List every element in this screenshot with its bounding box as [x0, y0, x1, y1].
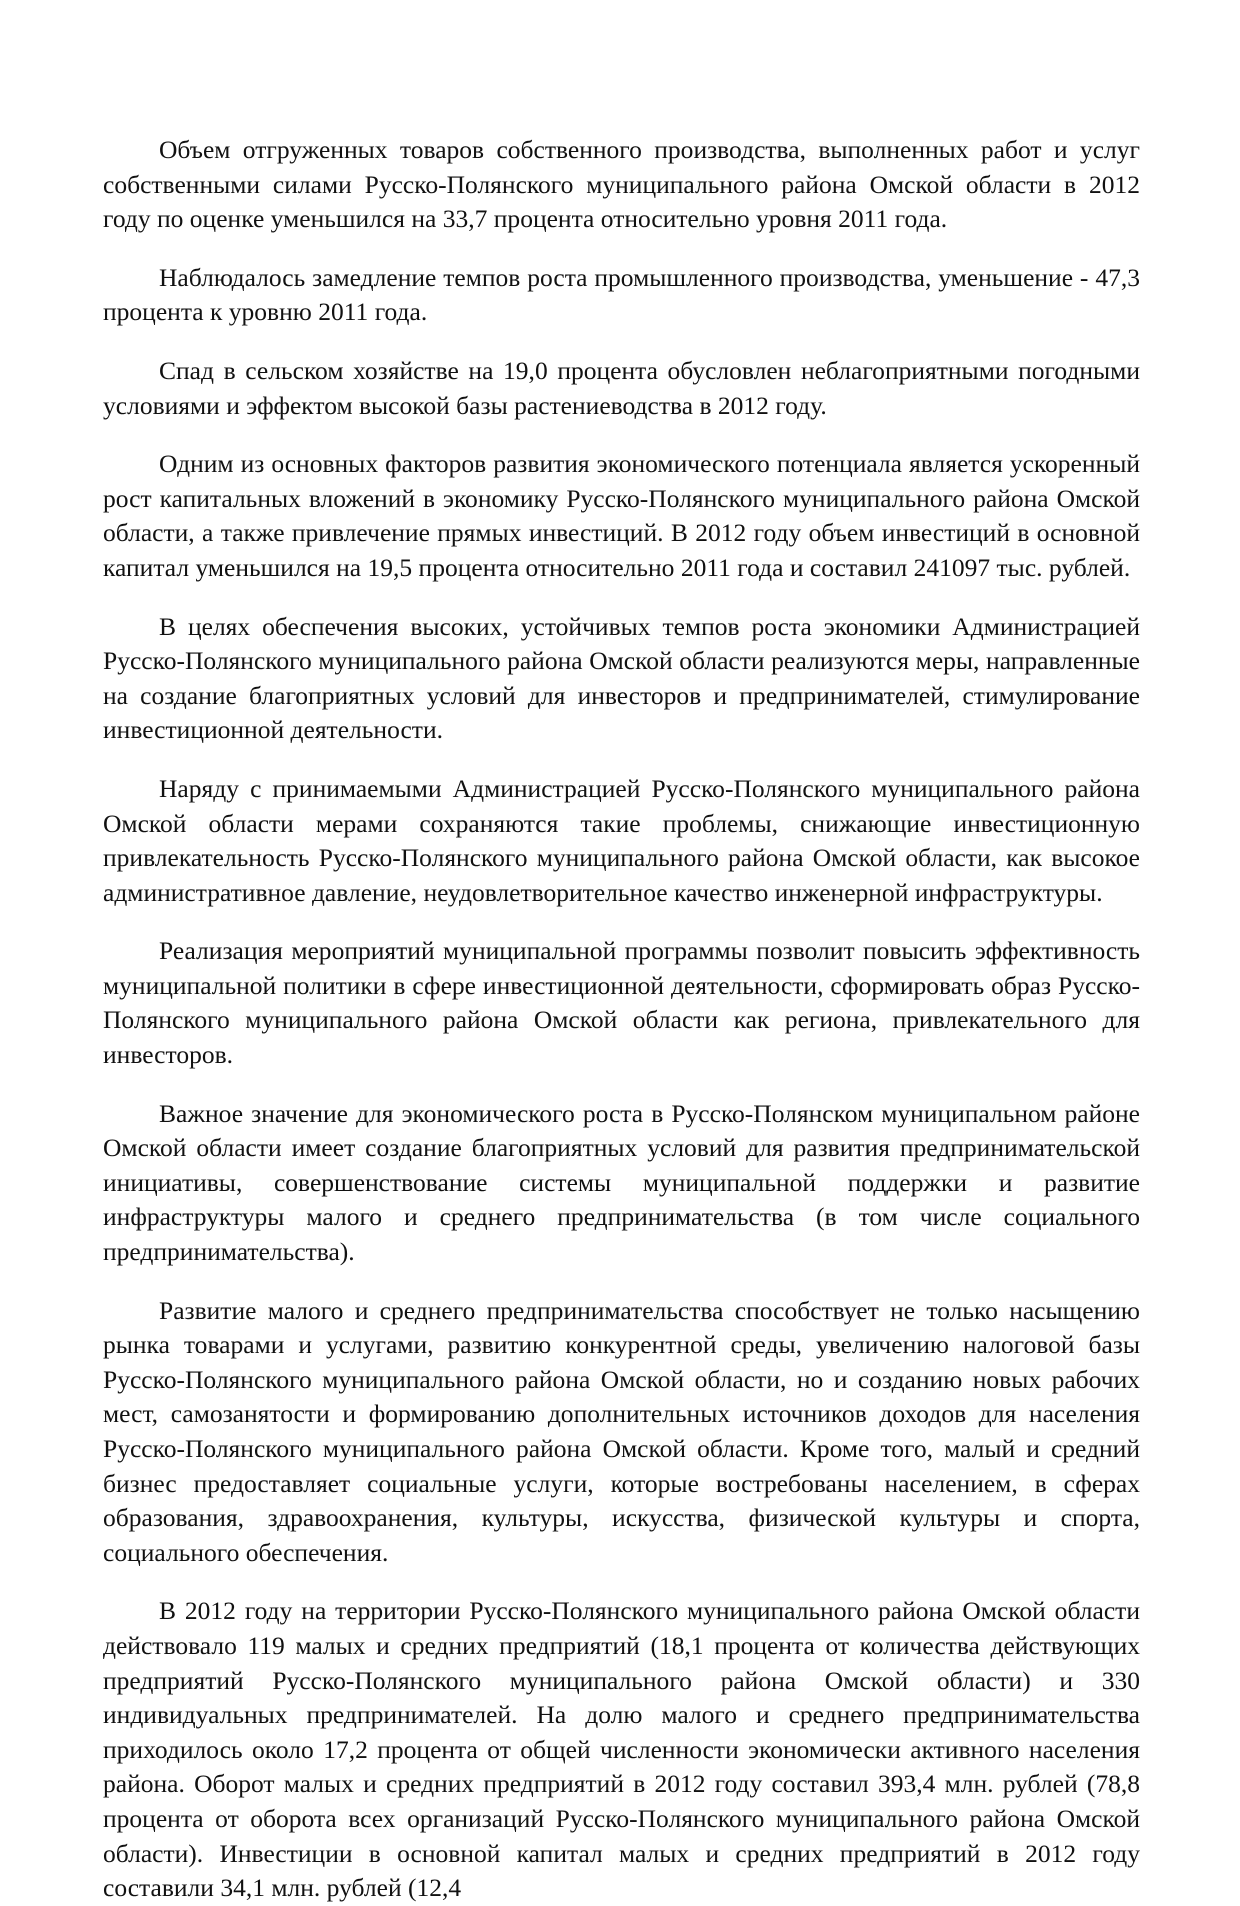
paragraph-agriculture-decline: Спад в сельском хозяйстве на 19,0 процента обусловлен неблагоприятными погодными условиями и эффектом высокой базы растениеводства в 2012 году. [103, 355, 1140, 420]
paragraph-shipped-goods-volume: Объем отгруженных товаров собственного производства, выполненных работ и услуг собственными силами Русско-Полянского муниципального района Омской области в 2012 году по оценке уменьшился на 33,7 процента относительно уровня 2011 года. [103, 135, 1140, 234]
document-text-body [103, 133, 1140, 1906]
paragraph-entrepreneurship-conditions: Важное значение для экономического роста в Русско-Полянском муниципальном районе Омской области имеет создание благоприятных условий для развития предпринимательской инициативы, совершенствование системы муниципальной поддержки и развитие инфраструктуры малого и среднего предпринимательства (в том числе социального предпринимательства). [103, 1098, 1140, 1267]
paragraph-sme-development-benefits: Развитие малого и среднего предпринимательства способствует не только насыщению рынка товарами и услугами, развитию конкурентной среды, увеличению налоговой базы Русско-Полянского муниципального района Омской области, но и созданию новых рабочих мест, самозанятости и формированию дополнительных источников доходов для населения Русско-Полянского муниципального района Омской области. Кроме того, малый и средний бизнес предоставляет социальные услуги, которые востребованы населением, в сферах образования, здравоохранения, культуры, искусства, физической культуры и спорта, социального обеспечения. [103, 1295, 1140, 1567]
paragraph-administration-measures: В целях обеспечения высоких, устойчивых темпов роста экономики Администрацией Русско-Полянского муниципального района Омской области реализуются меры, направленные на создание благоприятных условий для инвесторов и предпринимателей, стимулирование инвестиционной деятельности. [103, 611, 1140, 745]
paragraph-municipal-program-effectiveness: Реализация мероприятий муниципальной программы позволит повысить эффективность муниципальной политики в сфере инвестиционной деятельности, сформировать образ Русско-Полянского муниципального района Омской области как региона, привлекательного для инвесторов. [103, 936, 1140, 1070]
paragraph-sme-statistics-2012: В 2012 году на территории Русско-Полянского муниципального района Омской области действовало 119 малых и средних предприятий (18,1 процента от количества действующих предприятий Русско-Полянского муниципального района Омской области) и 330 индивидуальных предпринимателей. На долю малого и среднего предпринимательства приходилось около 17,2 процента от общей численности экономически активного населения района. Оборот малых и средних предприятий в 2012 году составил 393,4 млн. рублей (78,8 процента от оборота всех организаций Русско-Полянского муниципального района Омской области). Инвестиции в основной капитал малых и средних предприятий в 2012 году составили 34,1 млн. рублей (12,4 [103, 1596, 1140, 1903]
paragraph-industrial-production-slowdown: Наблюдалось замедление темпов роста промышленного производства, уменьшение - 47,3 процента к уровню 2011 года. [103, 262, 1140, 327]
paragraph-investment-attractiveness-problems: Наряду с принимаемыми Администрацией Русско-Полянского муниципального района Омской области мерами сохраняются такие проблемы, снижающие инвестиционную привлекательность Русско-Полянского муниципального района Омской области, как высокое административное давление, неудовлетворительное качество инженерной инфраструктуры. [103, 773, 1140, 907]
paragraph-capital-investment-growth: Одним из основных факторов развития экономического потенциала является ускоренный рост капитальных вложений в экономику Русско-Полянского муниципального района Омской области, а также привлечение прямых инвестиций. В 2012 году объем инвестиций в основной капитал уменьшился на 19,5 процента относительно 2011 года и составил 241097 тыс. рублей. [103, 449, 1140, 582]
